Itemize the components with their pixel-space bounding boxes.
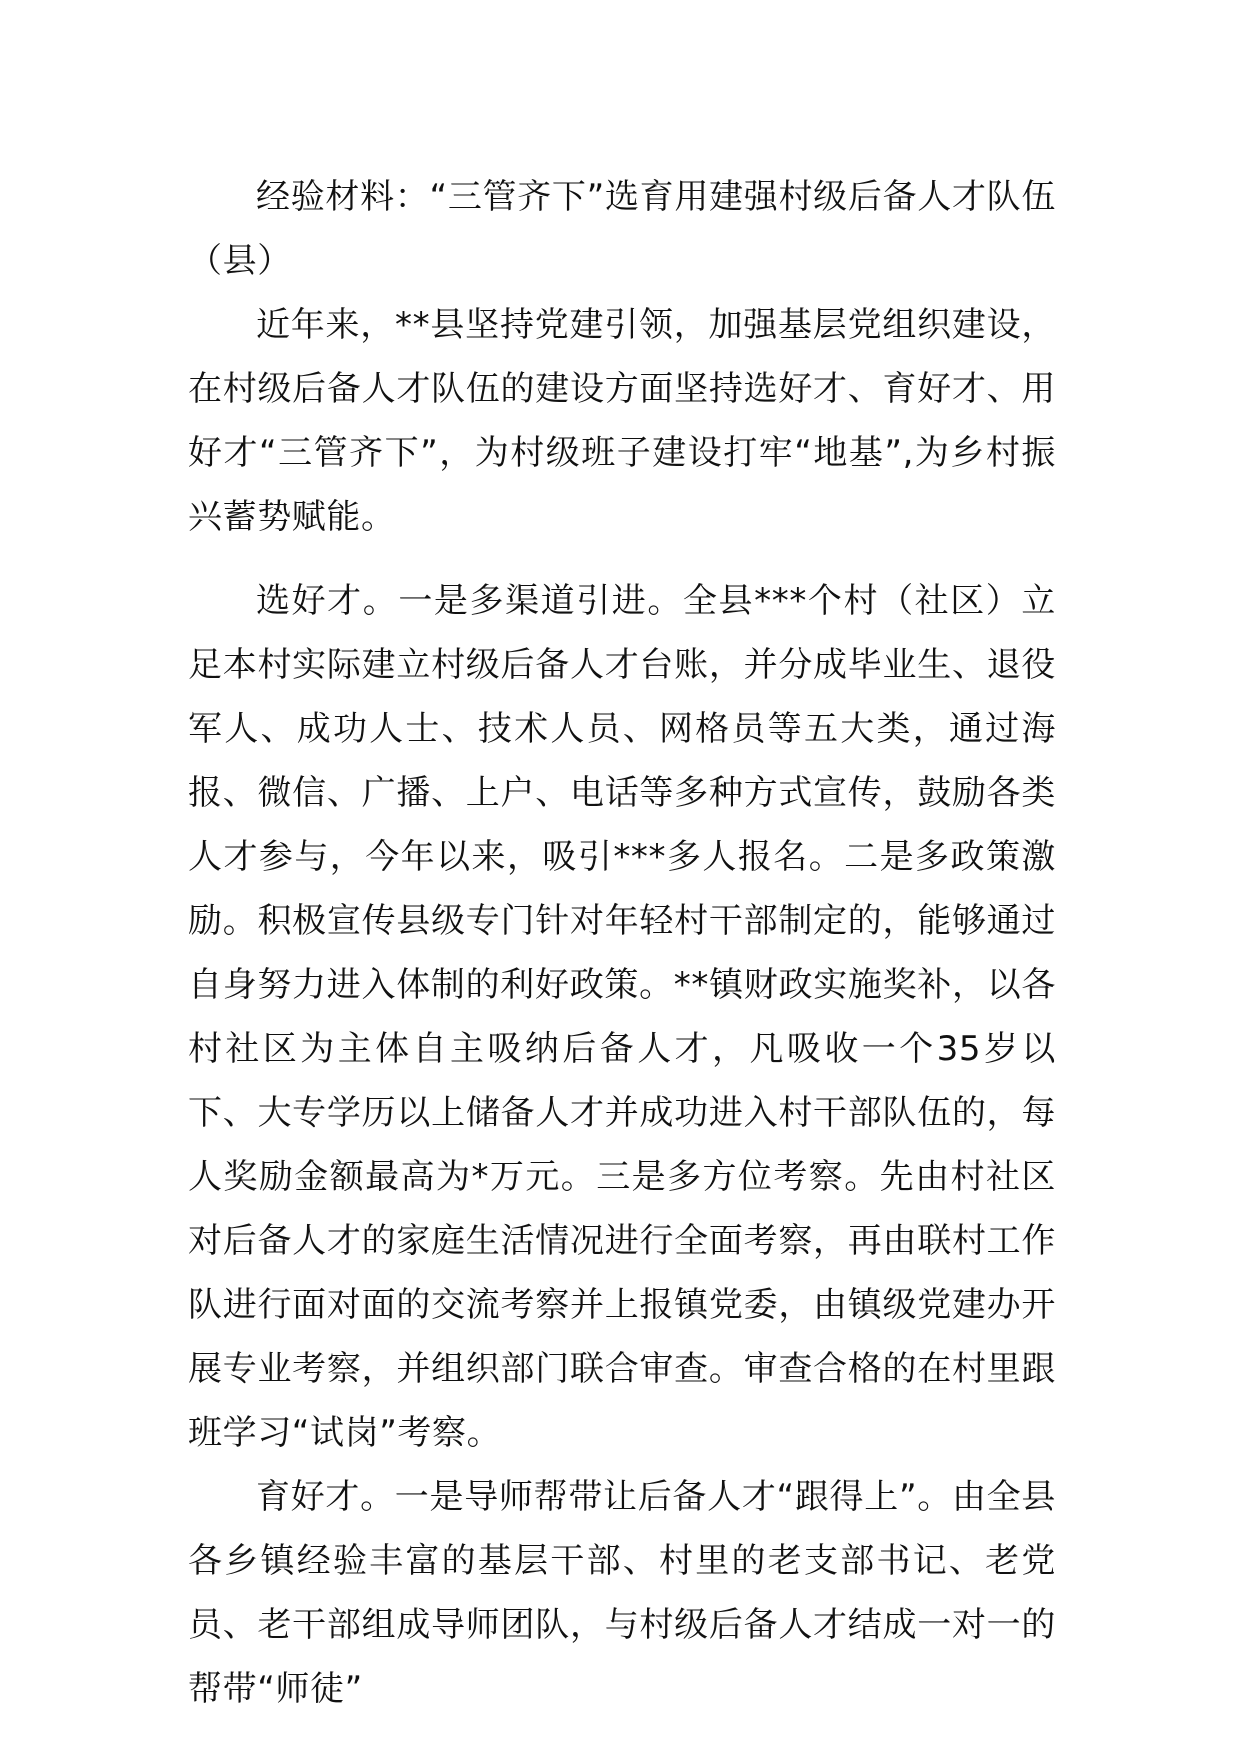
paragraph-train-talent: 育好才。一是导师帮带让后备人才“跟得上”。由全县各乡镇经验丰富的基层干部、村里的老支部书记、老党员、老干部组成导师团队，与村级后备人才结成一对一的帮带“师徒” <box>188 1477 1056 1709</box>
paragraph-intro: 近年来，**县坚持党建引领，加强基层党组织建设，在村级后备人才队伍的建设方面坚持选好才、育好才、用好才“三管齐下”，为村级班子建设打牢“地基”,为乡村振兴蓄势赋能。 <box>188 305 1056 537</box>
document-title: 经验材料：“三管齐下”选育用建强村级后备人才队伍（县） <box>188 177 1056 281</box>
document-body <box>188 165 1056 1721</box>
paragraph-select-talent: 选好才。一是多渠道引进。全县***个村（社区）立足本村实际建立村级后备人才台账，并分成毕业生、退役军人、成功人士、技术人员、网格员等五大类，通过海报、微信、广播、上户、电话等多种方式宣传，鼓励各类人才参与，今年以来，吸引***多人报名。二是多政策激励。积极宣传县级专门针对年轻村干部制定的，能够通过自身努力进入体制的利好政策。**镇财政实施奖补，以各村社区为主体自主吸纳后备人才，凡吸收一个35岁以下、大专学历以上储备人才并成功进入村干部队伍的，每人奖励金额最高为*万元。三是多方位考察。先由村社区对后备人才的家庭生活情况进行全面考察，再由联村工作队进行面对面的交流考察并上报镇党委，由镇级党建办开展专业考察，并组织部门联合审查。审查合格的在村里跟班学习“试岗”考察。 <box>188 581 1056 1453</box>
